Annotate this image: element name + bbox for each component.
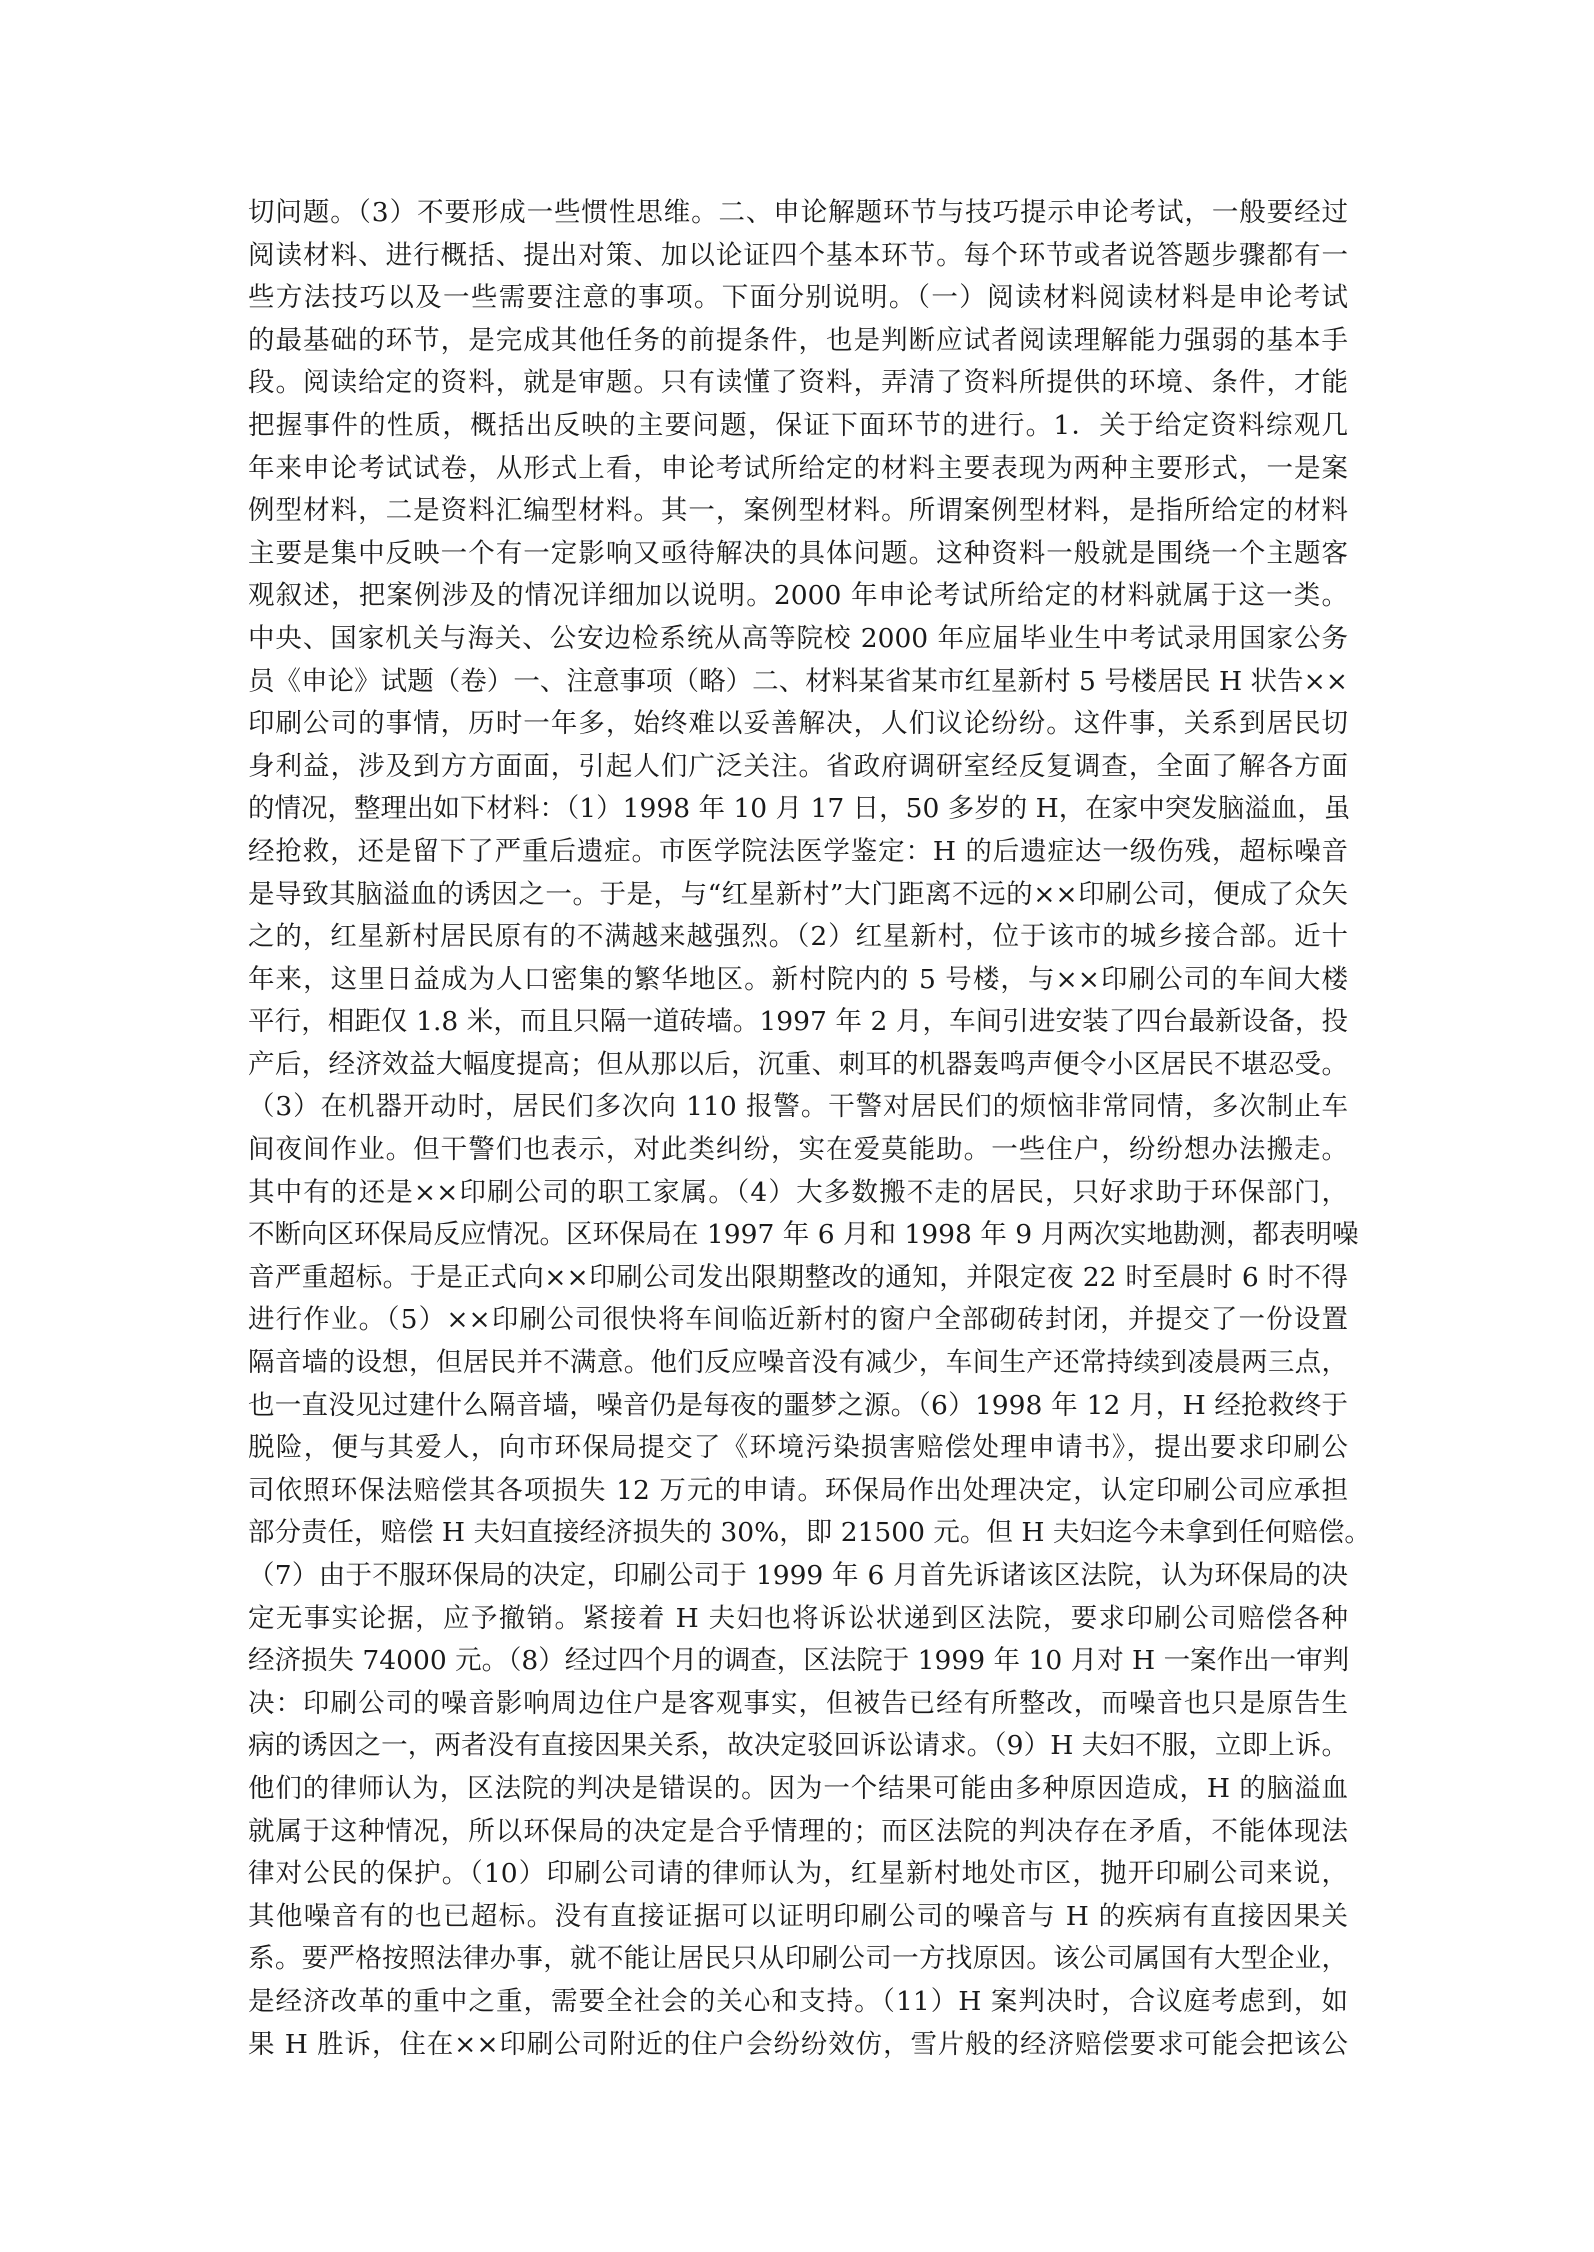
text-line: 决：印刷公司的噪音影响周边住户是客观事实，但被告已经有所整改，而噪音也只是原告生: [248, 1687, 1348, 1719]
text-line: 观叙述，把案例涉及的情况详细加以说明。2000 年申论考试所给定的材料就属于这一类。: [248, 580, 1348, 612]
text-line: 中央、国家机关与海关、公安边检系统从高等院校 2000 年应届毕业生中考试录用国家公务: [248, 622, 1348, 654]
text-line: 年来，这里日益成为人口密集的繁华地区。新村院内的 5 号楼，与××印刷公司的车间大楼: [248, 963, 1348, 995]
text-line: 平行，相距仅 1.8 米，而且只隔一道砖墙。1997 年 2 月，车间引进安装了四台最新设备，投: [248, 1006, 1348, 1038]
text-line: 身利益，涉及到方方面面，引起人们广泛关注。省政府调研室经反复调查，全面了解各方面: [248, 750, 1348, 782]
text-line: （3）在机器开动时，居民们多次向 110 报警。干警对居民们的烦恼非常同情，多次制止车: [248, 1091, 1348, 1123]
text-line: 的情况，整理出如下材料：（1）1998 年 10 月 17 日，50 多岁的 H，在家中突发脑溢血，虽: [248, 793, 1351, 825]
text-line: 印刷公司的事情，历时一年多，始终难以妥善解决，人们议论纷纷。这件事，关系到居民切: [248, 708, 1348, 740]
body-text: [248, 192, 1371, 2066]
text-line: 经济损失 74000 元。（8）经过四个月的调查，区法院于 1999 年 10 月对 H 一案作出一审判: [248, 1645, 1350, 1677]
text-line: 之的，红星新村居民原有的不满越来越强烈。（2）红星新村，位于该市的城乡接合部。近十: [248, 921, 1348, 953]
text-line: 其他噪音有的也已超标。没有直接证据可以证明印刷公司的噪音与 H 的疾病有直接因果关: [248, 1900, 1348, 1932]
text-line: 员《申论》试题（卷）一、注意事项（略）二、材料某省某市红星新村 5 号楼居民 H 状告××: [248, 665, 1348, 697]
text-line: 音严重超标。于是正式向××印刷公司发出限期整改的通知，并限定夜 22 时至晨时 6 时不得: [248, 1261, 1348, 1293]
text-line: 果 H 胜诉，住在××印刷公司附近的住户会纷纷效仿，雪片般的经济赔偿要求可能会把该公: [248, 2028, 1348, 2060]
text-line: 例型材料，二是资料汇编型材料。其一，案例型材料。所谓案例型材料，是指所给定的材料: [248, 495, 1348, 527]
text-line: 年来申论考试试卷，从形式上看，申论考试所给定的材料主要表现为两种主要形式，一是案: [248, 452, 1348, 484]
text-line: 产后，经济效益大幅度提高；但从那以后，沉重、刺耳的机器轰鸣声便令小区居民不堪忍受。: [248, 1048, 1348, 1080]
text-line: 律对公民的保护。（10）印刷公司请的律师认为，红星新村地处市区，抛开印刷公司来说，: [248, 1858, 1348, 1890]
text-line: 部分责任，赔偿 H 夫妇直接经济损失的 30%，即 21500 元。但 H 夫妇迄今未拿到任何赔偿。: [248, 1517, 1371, 1549]
text-line: 主要是集中反映一个有一定影响又亟待解决的具体问题。这种资料一般就是围绕一个主题客: [248, 537, 1348, 569]
text-line: 定无事实论据，应予撤销。紧接着 H 夫妇也将诉讼状递到区法院，要求印刷公司赔偿各种: [248, 1602, 1348, 1634]
text-line: （7）由于不服环保局的决定，印刷公司于 1999 年 6 月首先诉诸该区法院，认为环保局的决: [248, 1560, 1348, 1591]
text-line: 脱险，便与其爱人，向市环保局提交了《环境污染损害赔偿处理申请书》，提出要求印刷公: [248, 1432, 1348, 1464]
text-line: 是导致其脑溢血的诱因之一。于是，与“红星新村”大门距离不远的××印刷公司，便成了众矢: [248, 878, 1348, 910]
text-line: 系。要严格按照法律办事，就不能让居民只从印刷公司一方找原因。该公司属国有大型企业，: [248, 1943, 1348, 1975]
text-line: 其中有的还是××印刷公司的职工家属。（4）大多数搬不走的居民，只好求助于环保部门，: [248, 1176, 1348, 1208]
text-line: 司依照环保法赔偿其各项损失 12 万元的申请。环保局作出处理决定，认定印刷公司应承担: [248, 1474, 1348, 1506]
text-line: 把握事件的性质，概括出反映的主要问题，保证下面环节的进行。1．关于给定资料综观几: [248, 409, 1348, 441]
text-line: 他们的律师认为，区法院的判决是错误的。因为一个结果可能由多种原因造成，H 的脑溢血: [248, 1772, 1348, 1804]
text-line: 切问题。（3）不要形成一些惯性思维。二、申论解题环节与技巧提示申论考试，一般要经过: [248, 197, 1348, 228]
text-line: 经抢救，还是留下了严重后遗症。市医学院法医学鉴定：H 的后遗症达一级伤残，超标噪音: [248, 835, 1348, 867]
text-line: 间夜间作业。但干警们也表示，对此类纠纷，实在爱莫能助。一些住户，纷纷想办法搬走。: [248, 1134, 1348, 1166]
text-line: 些方法技巧以及一些需要注意的事项。下面分别说明。（一）阅读材料阅读材料是申论考试: [248, 282, 1348, 314]
text-line: 隔音墙的设想，但居民并不满意。他们反应噪音没有减少，车间生产还常持续到凌晨两三点，: [248, 1347, 1348, 1379]
text-line: 病的诱因之一，两者没有直接因果关系，故决定驳回诉讼请求。（9）H 夫妇不服，立即上诉。: [248, 1730, 1348, 1762]
text-line: 阅读材料、进行概括、提出对策、加以论证四个基本环节。每个环节或者说答题步骤都有一: [248, 239, 1348, 271]
text-line: 的最基础的环节，是完成其他任务的前提条件，也是判断应试者阅读理解能力强弱的基本手: [248, 324, 1348, 356]
text-line: 也一直没见过建什么隔音墙，噪音仍是每夜的噩梦之源。（6）1998 年 12 月，H 经抢救终于: [248, 1389, 1348, 1421]
text-line: 就属于这种情况，所以环保局的决定是合乎情理的；而区法院的判决存在矛盾，不能体现法: [248, 1815, 1348, 1847]
text-line: 进行作业。（5）××印刷公司很快将车间临近新村的窗户全部砌砖封闭，并提交了一份设置: [248, 1304, 1348, 1336]
text-line: 段。阅读给定的资料，就是审题。只有读懂了资料，弄清了资料所提供的环境、条件，才能: [248, 367, 1348, 399]
text-line: 不断向区环保局反应情况。区环保局在 1997 年 6 月和 1998 年 9 月两次实地勘测，都表明噪: [248, 1219, 1359, 1251]
text-line: 是经济改革的重中之重，需要全社会的关心和支持。（11）H 案判决时，合议庭考虑到，如: [248, 1985, 1348, 2017]
